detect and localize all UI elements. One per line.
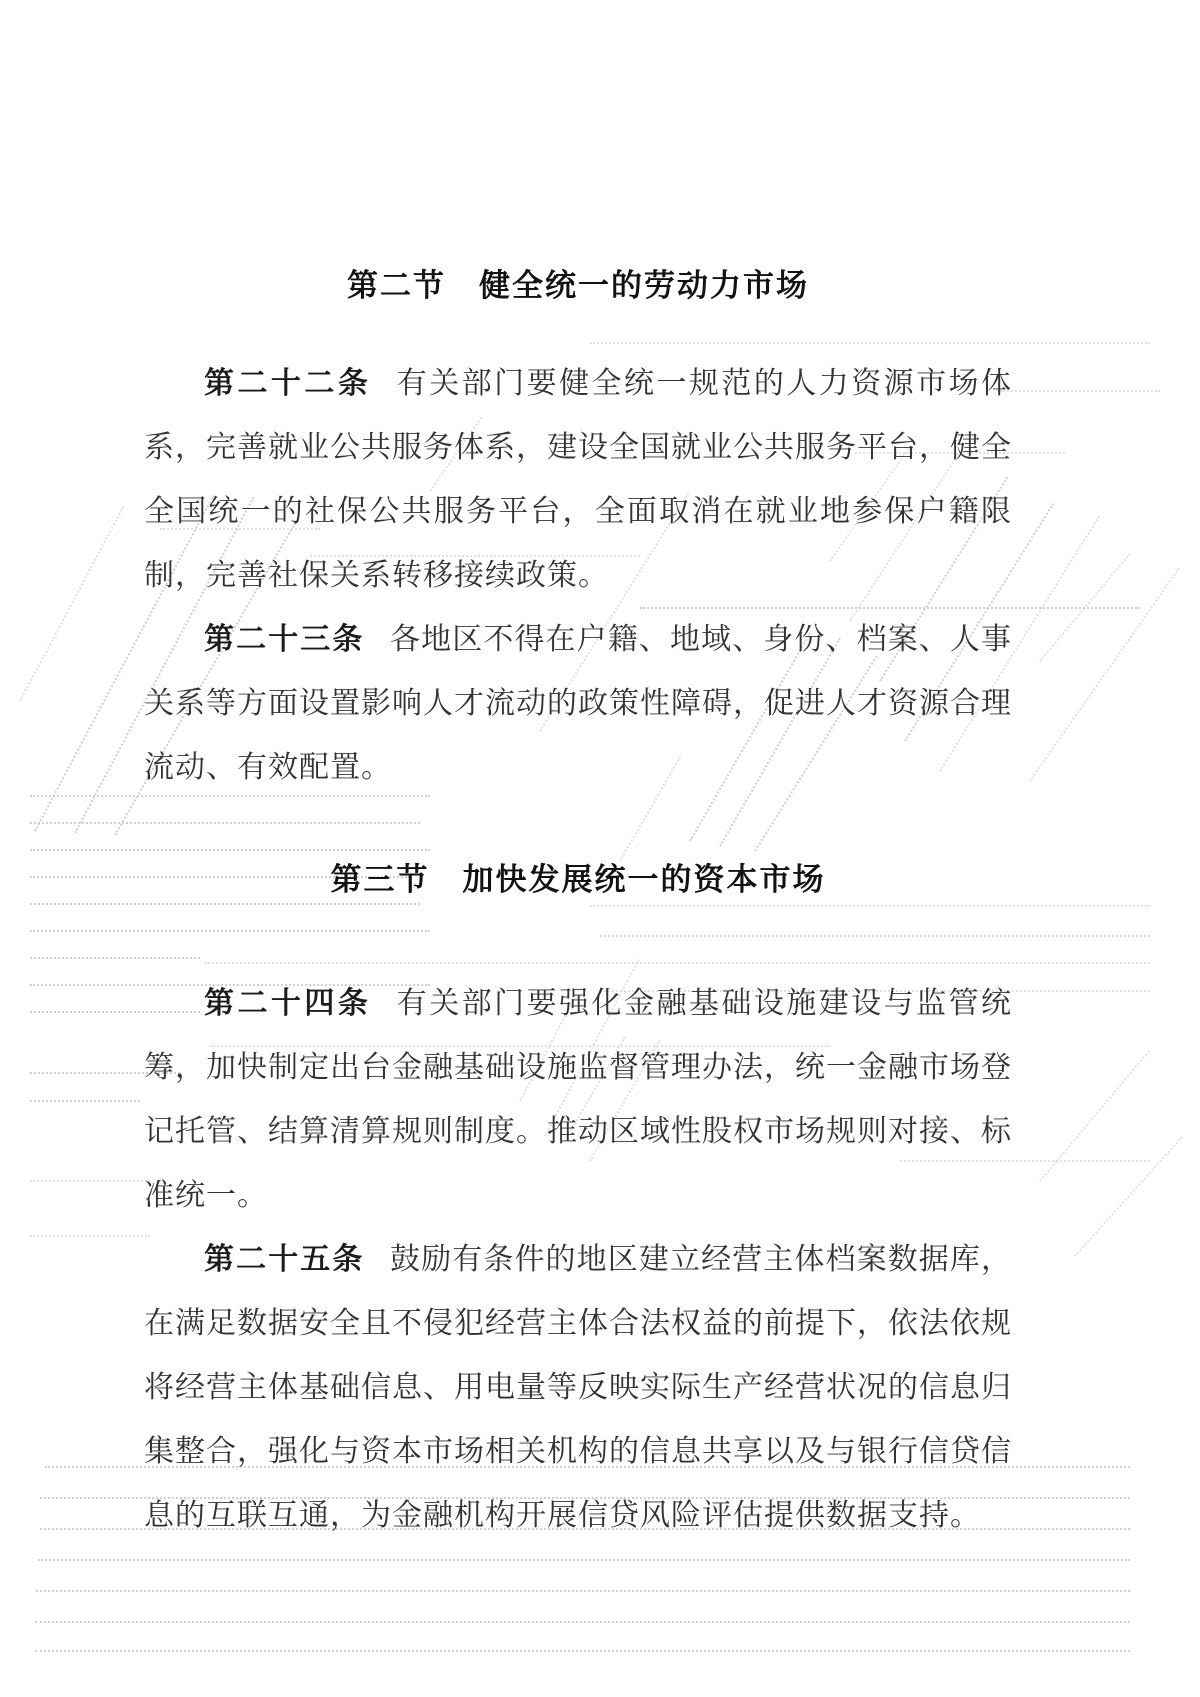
article-22-paragraph: [144, 352, 1012, 608]
article-23-text: 各地区不得在户籍、地域、身份、档案、人事关系等方面设置影响人才流动的政策性障碍，促进人才资源合理流动、有效配置。: [144, 623, 1013, 784]
document-content: [144, 0, 1012, 1548]
scan-artifact-dotted-line: [1039, 553, 1131, 662]
scan-artifact-dotted-line: [36, 1590, 1130, 1592]
article-24-text: 有关部门要强化金融基础设施建设与监管统筹，加快制定出台金融基础设施监督管理办法，统一金融市场登记托管、结算清算规则制度。推动区域性股权市场规则对接、标准统一。: [144, 987, 1013, 1212]
scan-artifact-dotted-line: [30, 1235, 150, 1237]
article-24-paragraph: [144, 972, 1012, 1228]
section-heading-capital-market: 第三节 加快发展统一的资本市场: [330, 862, 826, 897]
article-24-number: 第二十四条: [204, 987, 372, 1020]
scan-artifact-dotted-line: [1039, 1050, 1150, 1182]
scan-artifact-dotted-line: [19, 506, 124, 701]
scan-artifact-dotted-line: [30, 1100, 140, 1102]
scan-artifact-dotted-line: [38, 1559, 1130, 1561]
article-25-paragraph: [144, 1228, 1012, 1548]
article-23-number: 第二十三条: [204, 623, 365, 656]
scan-artifact-dotted-line: [1029, 567, 1180, 781]
article-23-paragraph: [144, 608, 1012, 800]
scan-artifact-dotted-line: [1000, 390, 1160, 392]
scan-artifact-dotted-line: [1074, 1136, 1183, 1256]
article-22-text: 有关部门要健全统一规范的人力资源市场体系，完善就业公共服务体系，建设全国就业公共服务平台，健全全国统一的社保公共服务平台，全面取消在就业地参保户籍限制，完善社保关系转移接续政策。: [144, 367, 1013, 592]
scan-artifact-dotted-line: [35, 1621, 1130, 1623]
scan-artifact-dotted-line: [35, 1650, 1130, 1652]
article-22-number: 第二十二条: [204, 367, 372, 400]
article-25-number: 第二十五条: [204, 1243, 365, 1276]
scan-artifact-dotted-line: [30, 1180, 150, 1182]
article-25-text: 鼓励有条件的地区建立经营主体档案数据库，在满足数据安全且不侵犯经营主体合法权益的前提下，依法依规将经营主体基础信息、用电量等反映实际生产经营状况的信息归集整合，强化与资本市场相关机构的信息共享以及与银行信贷信息的互联互通，为金融机构开展信贷风险评估提供数据支持。: [144, 1243, 1013, 1532]
section-heading-labor-market: 第二节 健全统一的劳动力市场: [347, 268, 809, 303]
